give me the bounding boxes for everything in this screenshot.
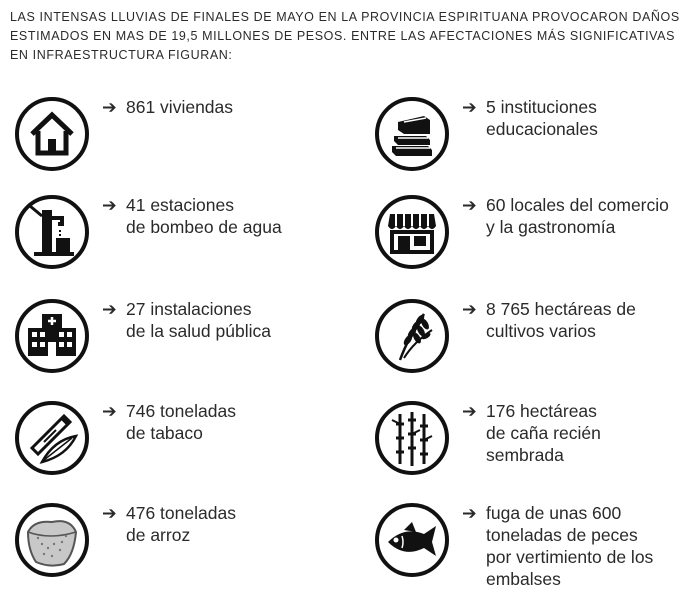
item-text: 476 toneladas bbox=[126, 503, 236, 523]
item-text: de tabaco bbox=[126, 423, 203, 443]
books-icon bbox=[374, 96, 450, 172]
sugarcane-icon bbox=[374, 400, 450, 476]
intro-text bbox=[10, 8, 695, 65]
arrow-icon: ➔ bbox=[102, 401, 117, 421]
item-label bbox=[462, 298, 636, 342]
fish-icon bbox=[374, 502, 450, 578]
item-label bbox=[102, 96, 233, 118]
item-label bbox=[102, 194, 282, 238]
house-icon bbox=[14, 96, 90, 172]
water-pump-icon bbox=[14, 194, 90, 270]
item-text: 60 locales del comercio bbox=[486, 195, 669, 215]
item-text: toneladas de peces bbox=[486, 525, 638, 545]
arrow-icon: ➔ bbox=[102, 97, 117, 117]
item-text: de arroz bbox=[126, 525, 191, 545]
item-text: fuga de unas 600 bbox=[486, 503, 622, 523]
item-label bbox=[462, 502, 653, 590]
item-text: de caña recién bbox=[486, 423, 601, 443]
item-text: sembrada bbox=[486, 445, 564, 465]
item-text: de la salud pública bbox=[126, 321, 271, 341]
item-label bbox=[102, 502, 236, 546]
arrow-icon: ➔ bbox=[102, 299, 117, 319]
intro-line: LAS INTENSAS LLUVIAS DE FINALES DE MAYO EN LA PROVINCIA ESPIRITUANA PROVOCARON DAÑOS bbox=[10, 10, 680, 24]
arrow-icon: ➔ bbox=[102, 503, 117, 523]
item-text: educacionales bbox=[486, 119, 598, 139]
item-text: 41 estaciones bbox=[126, 195, 234, 215]
item-text: 27 instalaciones bbox=[126, 299, 252, 319]
item-text: por vertimiento de los bbox=[486, 547, 654, 567]
item-text: 861 viviendas bbox=[126, 97, 234, 117]
item-text: cultivos varios bbox=[486, 321, 596, 341]
hospital-icon bbox=[14, 298, 90, 374]
arrow-icon: ➔ bbox=[462, 401, 477, 421]
arrow-icon: ➔ bbox=[462, 503, 477, 523]
item-text: 5 instituciones bbox=[486, 97, 597, 117]
intro-line: ESTIMADOS EN MAS DE 19,5 MILLONES DE PESOS. ENTRE LAS AFECTACIONES MÁS SIGNIFICATIVAS bbox=[10, 29, 676, 43]
item-text: embalses bbox=[486, 569, 561, 589]
arrow-icon: ➔ bbox=[462, 195, 477, 215]
item-text: 176 hectáreas bbox=[486, 401, 597, 421]
rice-sack-icon bbox=[14, 502, 90, 578]
intro-line: EN INFRAESTRUCTURA FIGURAN: bbox=[10, 48, 233, 62]
item-label bbox=[102, 400, 236, 444]
item-label bbox=[462, 194, 669, 238]
item-text: 746 toneladas bbox=[126, 401, 236, 421]
arrow-icon: ➔ bbox=[462, 299, 477, 319]
storefront-icon bbox=[374, 194, 450, 270]
item-text: y la gastronomía bbox=[486, 217, 616, 237]
item-text: de bombeo de agua bbox=[126, 217, 282, 237]
arrow-icon: ➔ bbox=[102, 195, 117, 215]
item-label bbox=[462, 400, 601, 466]
tobacco-icon bbox=[14, 400, 90, 476]
item-text: 8 765 hectáreas de bbox=[486, 299, 636, 319]
item-label bbox=[462, 96, 598, 140]
item-label bbox=[102, 298, 271, 342]
wheat-icon bbox=[374, 298, 450, 374]
arrow-icon: ➔ bbox=[462, 97, 477, 117]
